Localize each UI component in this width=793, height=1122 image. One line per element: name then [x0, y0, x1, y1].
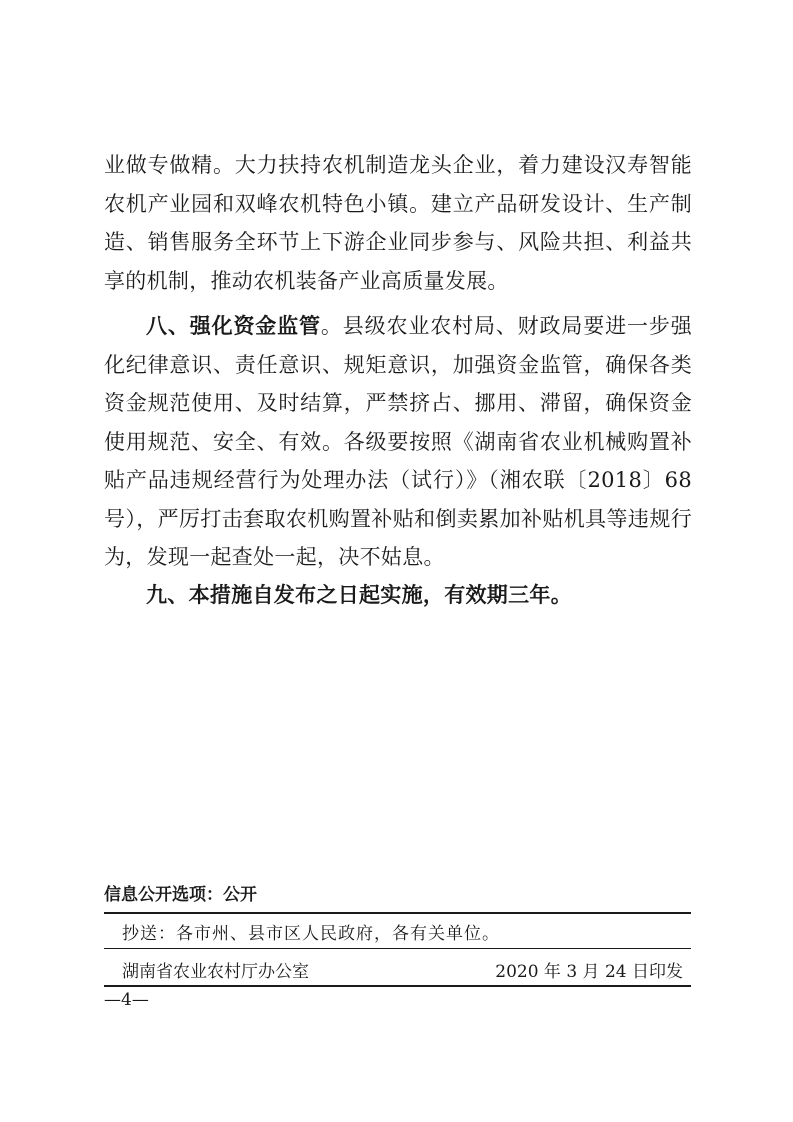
paragraph-section-9: 九、本措施自发布之日起实施，有效期三年。: [146, 583, 572, 607]
footer-rule-bottom: [104, 985, 691, 987]
issue-date: 2020 年 3 月 24 日印发: [495, 962, 683, 982]
paragraph-section-8: [104, 307, 692, 577]
footer-rule-middle: [104, 948, 691, 949]
paragraph-continued: 业做专做精。大力扶持农机制造龙头企业，着力建设汉寿智能农机产业园和双峰农机特色小镇。建立产品研发设计、生产制造、销售服务全环节上下游企业同步参与、风险共担、利益共享的机制，推动农机装备产业高质量发展。: [104, 153, 692, 293]
disclosure-option: 信息公开选项：公开: [104, 885, 257, 905]
cc-line: 抄送：各市州、县市区人民政府，各有关单位。: [122, 924, 500, 944]
issuing-office: 湖南省农业农村厅办公室: [122, 962, 309, 982]
footer-rule-top: [104, 912, 691, 914]
section-8-body: 。县级农业农村局、财政局要进一步强化纪律意识、责任意识、规矩意识，加强资金监管，确保各类资金规范使用、及时结算，严禁挤占、挪用、滞留，确保资金使用规范、安全、有效。各级要按照《湖南省农业机械购置补贴产品违规经营行为处理办法（试行）》（湘农联〔2018〕68 号），严厉打击套取农机购置补贴和倒卖累加补贴机具等违规行为，发现一起查处一起，决不姑息。: [104, 314, 692, 569]
page-number: —4—: [104, 990, 149, 1010]
section-8-heading: 八、强化资金监管: [146, 314, 321, 338]
